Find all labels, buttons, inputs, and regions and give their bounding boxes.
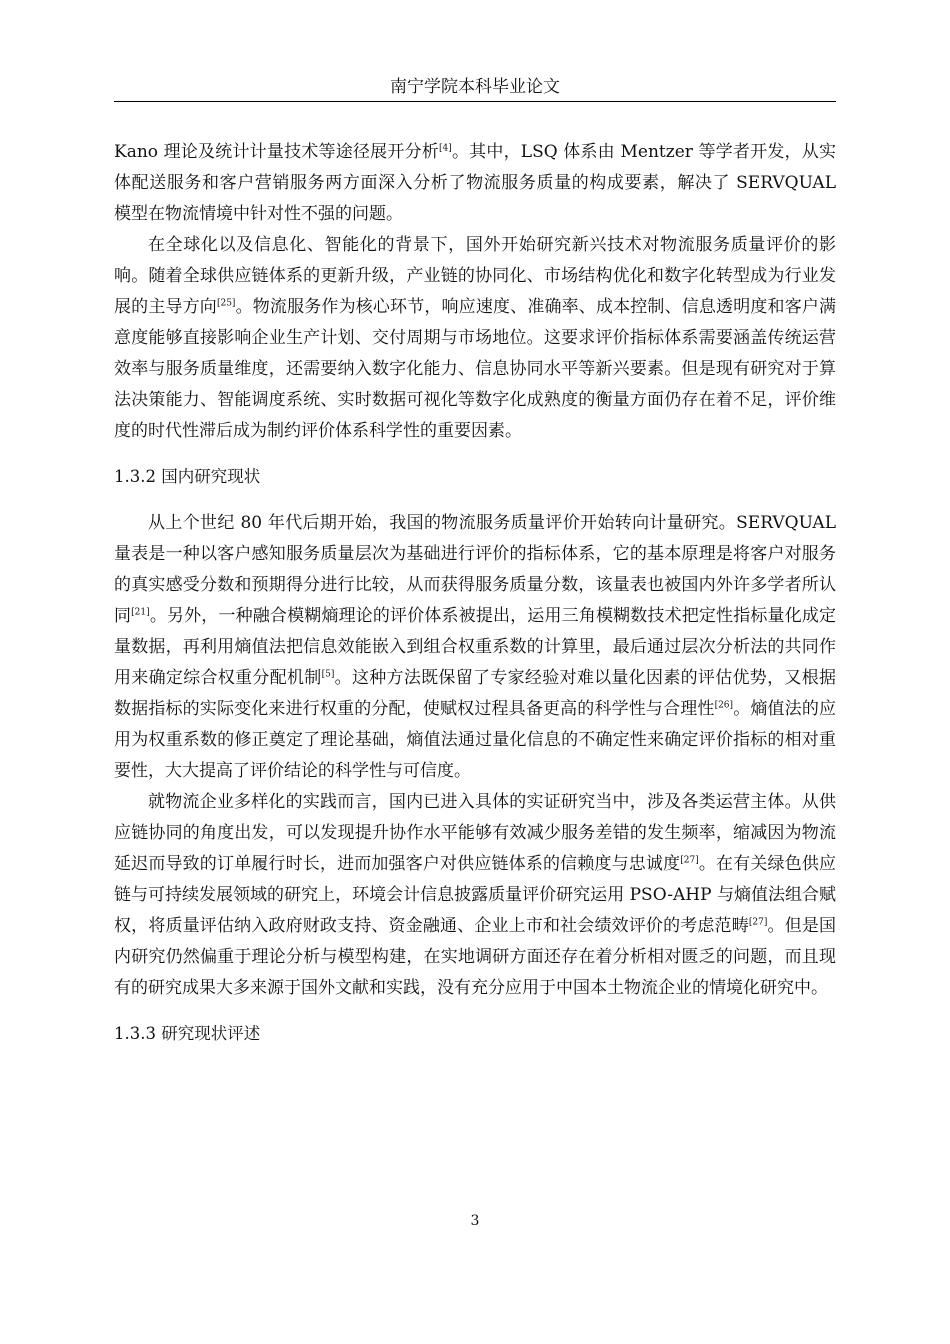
text-span: 。物流服务作为核心环节，响应速度、准确率、成本控制、信息透明度和客户满意度能够直接影响企业生产计划、交付周期与市场地位。这要求评价指标体系需要涵盖传统运营效率与服务质量维度，还需要纳入数字化能力、信息协同水平等新兴要素。但是现有研究对于算法决策能力、智能调度系统、实时数据可视化等数字化成熟度的衡量方面仍存在着不足，评价维度的时代性滞后成为制约评价体系科学性的重要因素。 xyxy=(114,297,837,441)
text-span: 。这种方法既保留了专家经验对难以量化因素的评估优势，又根据数据指标的实际变化来进行权重的分配，使赋权过程具备更高的科学性与合理性 xyxy=(114,668,837,719)
page-number: 3 xyxy=(470,1213,480,1229)
text-span: 从上个世纪 80 年代后期开始，我国的物流服务质量评价开始转向计量研究。SERVQUAL 量表是一种以客户感知服务质量层次为基础进行评价的指标体系，它的基本原理是将客户对服务的真实感受分数和预期得分进行比较，从而获得服务质量分数，该量表也被国内外许多学者所认同 xyxy=(114,513,836,626)
text-span: 在全球化以及信息化、智能化的背景下，国外开始研究新兴技术对物流服务质量评价的影响。随着全球供应链体系的更新升级，产业链的协同化、市场结构优化和数字化转型成为行业发展的主导方向 xyxy=(114,235,836,317)
text-span: 。其中，LSQ 体系由 Mentzer 等学者开发，从实体配送服务和客户营销服务两方面深入分析了物流服务质量的构成要素，解决了 SERVQUAL 模型在物流情境中针对性不强的问题。 xyxy=(114,142,836,224)
citation: [27] xyxy=(680,855,699,866)
text-span: 。熵值法的应用为权重系数的修正奠定了理论基础，熵值法通过量化信息的不确定性来确定评价指标的相对重要性，大大提高了评价结论的科学性与可信度。 xyxy=(114,699,837,781)
main-content xyxy=(114,137,836,1065)
citation: [4] xyxy=(438,143,452,154)
text-span: 。在有关绿色供应链与可持续发展领域的研究上，环境会计信息披露质量评价研究运用 PSO-AHP 与熵值法组合赋权，将质量评估纳入政府财政支持、资金融通、企业上市和社会绩效评价的考虑范畴 xyxy=(114,854,837,936)
citation: [21] xyxy=(131,607,150,618)
text-span: Kano 理论及统计计量技术等途径展开分析 xyxy=(114,142,439,162)
section-heading-1-3-2: 1.3.2 国内研究现状 xyxy=(114,467,261,486)
page-header: 南宁学院本科毕业论文 xyxy=(390,77,560,97)
header-rule xyxy=(114,101,836,102)
text-span: 。但是国内研究仍然偏重于理论分析与模型构建，在实地调研方面还存在着分析相对匮乏的问题，而且现有的研究成果大多来源于国外文献和实践，没有充分应用于中国本土物流企业的情境化研究中。 xyxy=(114,916,837,998)
citation: [5] xyxy=(321,669,335,680)
citation: [26] xyxy=(714,700,734,711)
text-span: 就物流企业多样化的实践而言，国内已进入具体的实证研究当中，涉及各类运营主体。从供应链协同的角度出发，可以发现提升协作水平能够有效减少服务差错的发生频率，缩减因为物流延迟而导致的订单履行时长，进而加强客户对供应链体系的信赖度与忠诚度 xyxy=(114,792,836,874)
text-span: 。另外，一种融合模糊熵理论的评价体系被提出，运用三角模糊数技术把定性指标量化成定量数据，再利用熵值法把信息效能嵌入到组合权重系数的计算里，最后通过层次分析法的共同作用来确定综合权重分配机制 xyxy=(114,606,837,688)
section-heading-1-3-3: 1.3.3 研究现状评述 xyxy=(114,1024,261,1043)
paragraph-2 xyxy=(114,230,836,447)
paragraph-4 xyxy=(114,787,836,1004)
citation: [27] xyxy=(748,917,768,928)
paragraph-1 xyxy=(114,137,836,230)
citation: [25] xyxy=(216,298,236,309)
paragraph-3 xyxy=(114,508,836,787)
